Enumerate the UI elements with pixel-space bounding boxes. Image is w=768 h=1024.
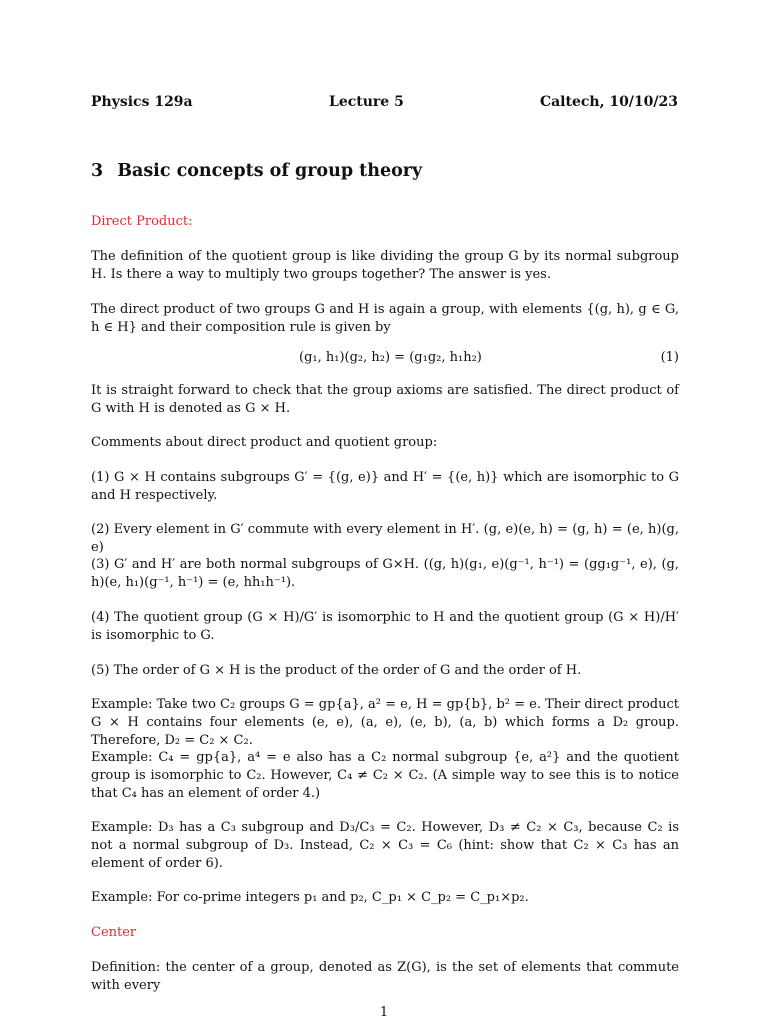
header-lecture: Lecture 5 <box>329 94 404 110</box>
equation-body: (g₁, h₁)(g₂, h₂) = (g₁g₂, h₁h₂) <box>299 350 482 365</box>
comment-5: (5) The order of G × H is the product of the order of G and the order of H. <box>91 663 582 678</box>
header-course: Physics 129a <box>91 94 193 110</box>
section-heading <box>91 161 422 181</box>
comment-4: (4) The quotient group (G × H)/G′ is isomorphic to H and the quotient group (G × H)/H′ is isomorphic to G. <box>91 610 679 643</box>
comment-1: (1) G × H contains subgroups G′ = {(g, e)} and H′ = {(e, h)} which are isomorphic to G and H respectively. <box>91 470 679 503</box>
example-1: Example: Take two C₂ groups G = gp{a}, a² = e, H = gp{b}, b² = e. Their direct product G × H contains four elements (e, e), (a, e), (e, b), (a, b) which forms a D₂ group. Therefore, D₂ = C₂ × C₂. <box>91 697 679 748</box>
paragraph-quotient: The definition of the quotient group is like dividing the group G by its normal subgroup H. Is there a way to multiply two groups together? The answer is yes. <box>91 249 679 282</box>
comment-2: (2) Every element in G′ commute with every element in H′. (g, e)(e, h) = (g, h) = (e, h)(g, e) <box>91 522 679 555</box>
subsection-center: Center <box>91 925 137 940</box>
subsection-direct-product: Direct Product: <box>91 214 193 229</box>
header-place-date: Caltech, 10/10/23 <box>539 94 678 110</box>
paragraph-axioms: It is straight forward to check that the group axioms are satisfied. The direct product of G with H is denoted as G × H. <box>91 383 679 416</box>
example-4: Example: For co-prime integers p₁ and p₂, C_p₁ × C_p₂ = C_p₁×p₂. <box>91 890 529 905</box>
example-3: Example: D₃ has a C₃ subgroup and D₃/C₃ = C₂. However, D₃ ≠ C₂ × C₃, because C₂ is not a normal subgroup of D₃. Instead, C₂ × C₃ = C₆ (hint: show that C₂ × C₃ has an element of order 6). <box>91 820 679 871</box>
section-number: 3 <box>91 161 104 181</box>
comment-3: (3) G′ and H′ are both normal subgroups of G×H. ((g, h)(g₁, e)(g⁻¹, h⁻¹) = (gg₁g⁻¹, e), (g, h)(e, h₁)(g⁻¹, h⁻¹) = (e, hh₁h⁻¹). <box>91 557 679 590</box>
paragraph-comments: Comments about direct product and quotient group: <box>91 435 438 450</box>
equation-number: (1) <box>660 350 679 365</box>
paragraph-definition: The direct product of two groups G and H is again a group, with elements {(g, h), g ∈ G, h ∈ H} and their composition rule is given by <box>91 302 679 335</box>
paragraph-center-definition: Definition: the center of a group, denoted as Z(G), is the set of elements that commute with every <box>91 960 679 993</box>
section-title: Basic concepts of group theory <box>117 161 423 181</box>
page-number: 1 <box>379 1005 389 1020</box>
example-2: Example: C₄ = gp{a}, a⁴ = e also has a C₂ normal subgroup {e, a²} and the quotient group is isomorphic to C₂. However, C₄ ≠ C₂ × C₂. (A simple way to see this is to notice that C₄ has an element of order 4.) <box>91 750 679 801</box>
